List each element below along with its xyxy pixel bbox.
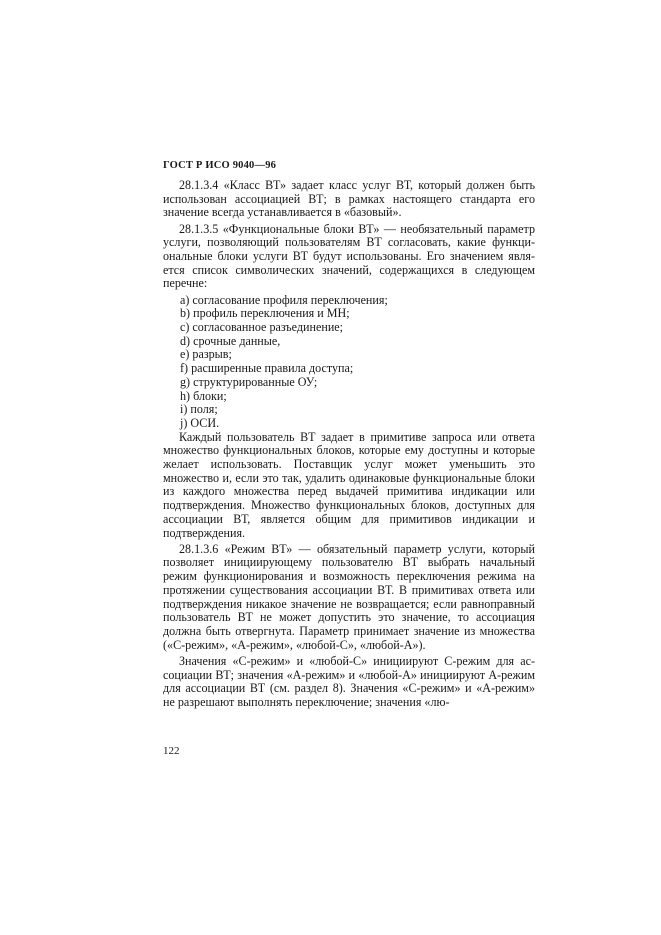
paragraph-functional-blocks-negotiation: Каждый пользователь ВТ задает в примитиве запроса или ответа множество функциональных блоков, которые ему доступны и которые желает использовать. Поставщик услуг может уменьшить это множество и, если это так, удалить одинаковые функциональные блоки из каждого множества перед выдачей примитива индикации или подтверждения. Множество функциональных блоков, доступных для ассоциации ВТ, является общим для примитивов индикации и подтверждения. (163, 429, 535, 540)
paragraph-28-1-3-5: 28.1.3.5 «Функциональные блоки ВТ» — необязательный параметр услуги, позволяющий пользователям ВТ согласовать, какие функциональные блоки услуги ВТ будут использованы. Его значением является список символических значений, содержащихся в следующем перечне: (163, 221, 535, 291)
list-item: h) блоки; (180, 388, 227, 403)
paragraph-mode-values: Значения «С-режим» и «любой-С» инициируют С-режим для ассоциации ВТ; значения «А-режим» и «любой-А» инициируют А-режим для ассоциации ВТ (см. раздел 8). Значения «С-режим» и «А-режим» не разрешают выполнять переключение; значения «лю- (163, 653, 535, 710)
list-item: b) профиль переключения и МН; (180, 306, 350, 321)
body-text (163, 179, 535, 712)
list-item: а) согласование профиля переключения; (180, 292, 388, 307)
list-item: j) ОСИ. (180, 415, 220, 430)
list-item: g) структурированные ОУ; (180, 374, 318, 389)
list-item: c) согласованное разъединение; (180, 320, 344, 335)
functional-blocks-list (163, 294, 535, 431)
paragraph-28-1-3-4: 28.1.3.4 «Класс ВТ» задает класс услуг ВТ, который должен быть использован ассоциацией ВТ; в рамках настоящего стандарта его значение всегда устанавливается в «базовый». (163, 178, 535, 220)
list-item: i) поля; (180, 402, 218, 417)
list-item: d) срочные данные, (180, 333, 281, 348)
paragraph-28-1-3-6: 28.1.3.6 «Режим ВТ» — обязательный параметр услуги, который позволяет инициирующему пользователю ВТ выбрать начальный режим функционирования и возможность переключения режима на протяжении существования ассоциации ВТ. В примитивах ответа или подтверждения никакое значение не возвращается; если равноправный пользователь ВТ не может допустить это значение, то ассоциация должна быть отвергнута. Параметр принимает значение из множества («С-режим», «А-режим», «любой-С», «любой-А»). (163, 541, 535, 652)
list-item: e) разрыв; (180, 347, 232, 362)
list-item: f) расширенные правила доступа; (180, 361, 354, 376)
standard-header: ГОСТ Р ИСО 9040—96 (163, 160, 277, 171)
page-number: 122 (163, 745, 180, 757)
